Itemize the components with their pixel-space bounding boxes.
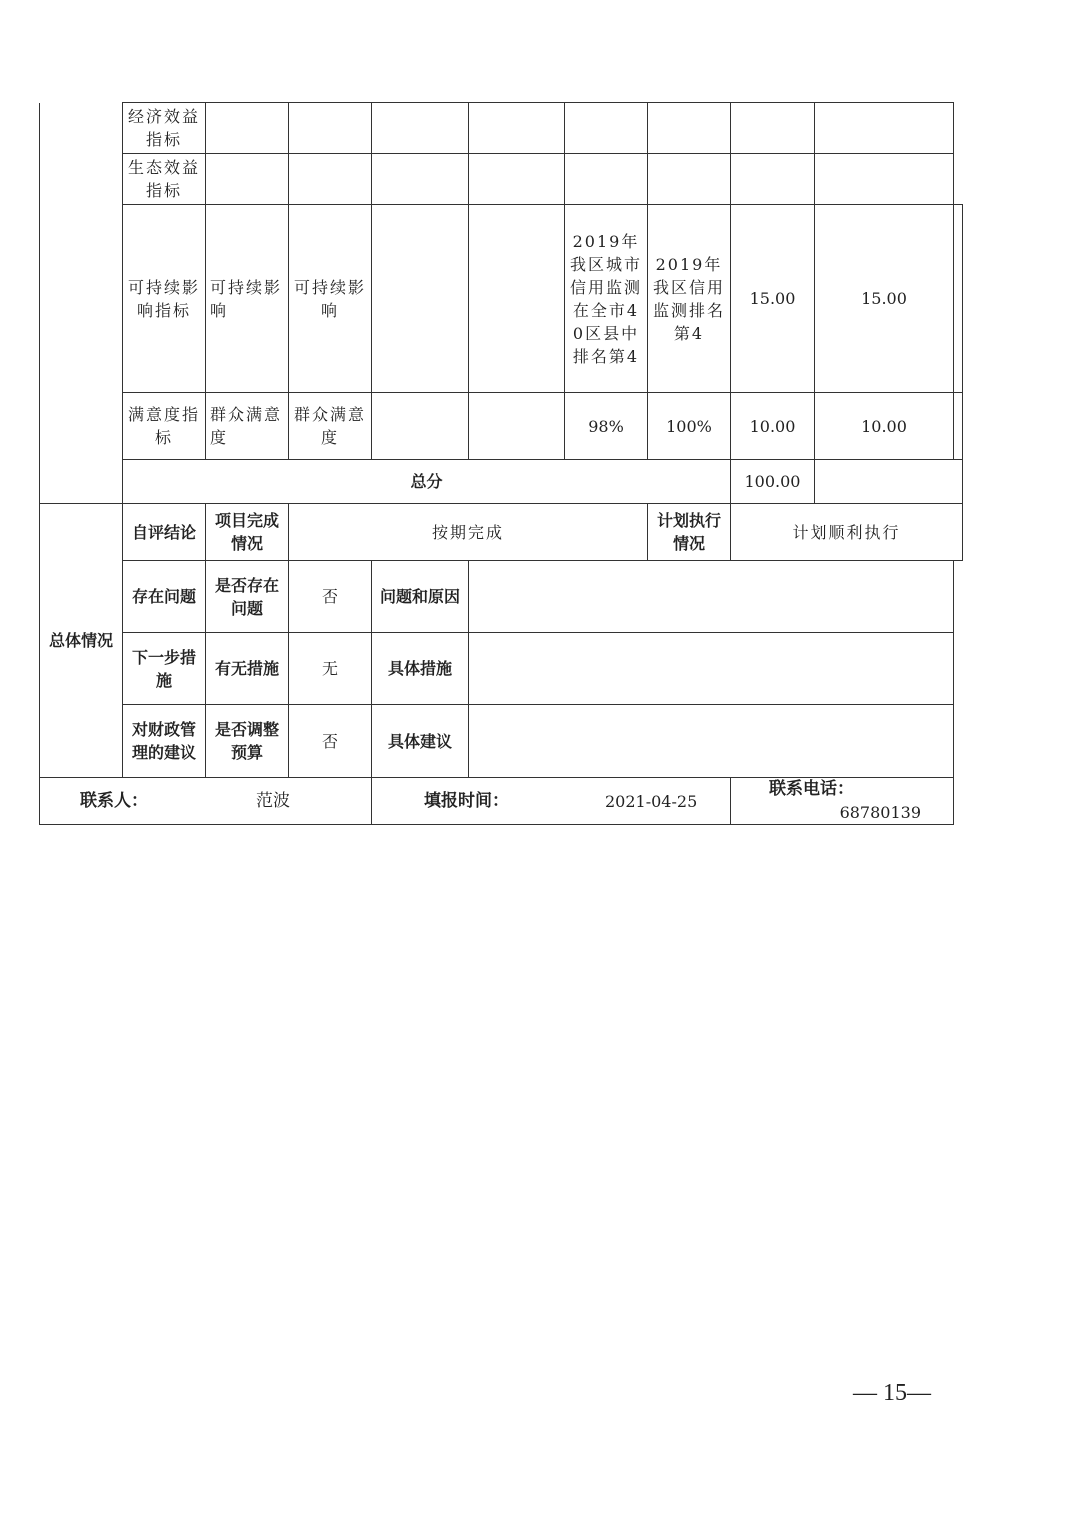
plan-label: 计划执行情况: [648, 504, 731, 561]
row-satisfaction: [40, 393, 963, 460]
satisfaction-indicator-label: 满意度指标: [123, 393, 206, 460]
plan-value: 计划顺利执行: [731, 504, 963, 561]
satisfaction-sub-indicator: 群众满意度: [206, 393, 289, 460]
advice-detail-label: 具体建议: [372, 705, 469, 778]
performance-table: [39, 102, 963, 825]
contact-label: 联系人：: [80, 790, 148, 811]
row-total: [40, 460, 963, 504]
next-steps-detail-value: [469, 633, 954, 705]
row-footer: [40, 778, 963, 825]
sustainable-indicator: 可持续影响: [289, 205, 372, 393]
sustainable-annual-target: 2019年我区城市信用监测在全市40区县中排名第4: [565, 205, 648, 393]
date-label: 填报时间：: [424, 790, 509, 811]
satisfaction-annual-target: 98%: [565, 393, 648, 460]
satisfaction-score: 10.00: [815, 393, 954, 460]
completion-value: 按期完成: [289, 504, 648, 561]
date-value: 2021-04-25: [605, 791, 698, 811]
row-advice: [40, 705, 963, 778]
sustainable-weight: 15.00: [731, 205, 815, 393]
advice-detail-value: [469, 705, 954, 778]
problems-answer: 否: [289, 561, 372, 633]
row-next-steps: [40, 633, 963, 705]
sustainable-actual: 2019年我区信用监测排名第4: [648, 205, 731, 393]
problems-detail-value: [469, 561, 954, 633]
category-cell: [40, 103, 123, 504]
conclusion-label: 自评结论: [123, 504, 206, 561]
advice-answer: 否: [289, 705, 372, 778]
completion-label: 项目完成情况: [206, 504, 289, 561]
date-cell: [372, 778, 731, 825]
row-conclusion: [40, 504, 963, 561]
sustainable-sub-indicator: 可持续影响: [206, 205, 289, 393]
ecological-indicator-label: 生态效益指标: [123, 154, 206, 205]
satisfaction-weight: 10.00: [731, 393, 815, 460]
phone-value: 68780139: [839, 803, 921, 822]
row-ecological: [40, 154, 963, 205]
overall-section-label: 总体情况: [40, 504, 123, 778]
total-value: 100.00: [731, 460, 815, 504]
satisfaction-actual: 100%: [648, 393, 731, 460]
contact-value: 范波: [256, 790, 290, 811]
next-steps-label: 下一步措施: [123, 633, 206, 705]
sustainable-score: 15.00: [815, 205, 954, 393]
satisfaction-indicator: 群众满意度: [289, 393, 372, 460]
row-problems: [40, 561, 963, 633]
next-steps-question: 有无措施: [206, 633, 289, 705]
next-steps-answer: 无: [289, 633, 372, 705]
total-label: 总分: [123, 460, 731, 504]
economic-indicator-label: 经济效益指标: [123, 103, 206, 154]
page-number: — 15—: [853, 1380, 931, 1406]
advice-question: 是否调整预算: [206, 705, 289, 778]
problems-detail-label: 问题和原因: [372, 561, 469, 633]
advice-label: 对财政管理的建议: [123, 705, 206, 778]
row-sustainable: [40, 205, 963, 393]
problems-question: 是否存在问题: [206, 561, 289, 633]
row-economic: [40, 103, 963, 154]
next-steps-detail-label: 具体措施: [372, 633, 469, 705]
phone-cell: [731, 778, 954, 825]
sustainable-indicator-label: 可持续影响指标: [123, 205, 206, 393]
phone-label: 联系电话：: [769, 779, 854, 799]
problems-label: 存在问题: [123, 561, 206, 633]
contact-cell: [40, 778, 372, 825]
